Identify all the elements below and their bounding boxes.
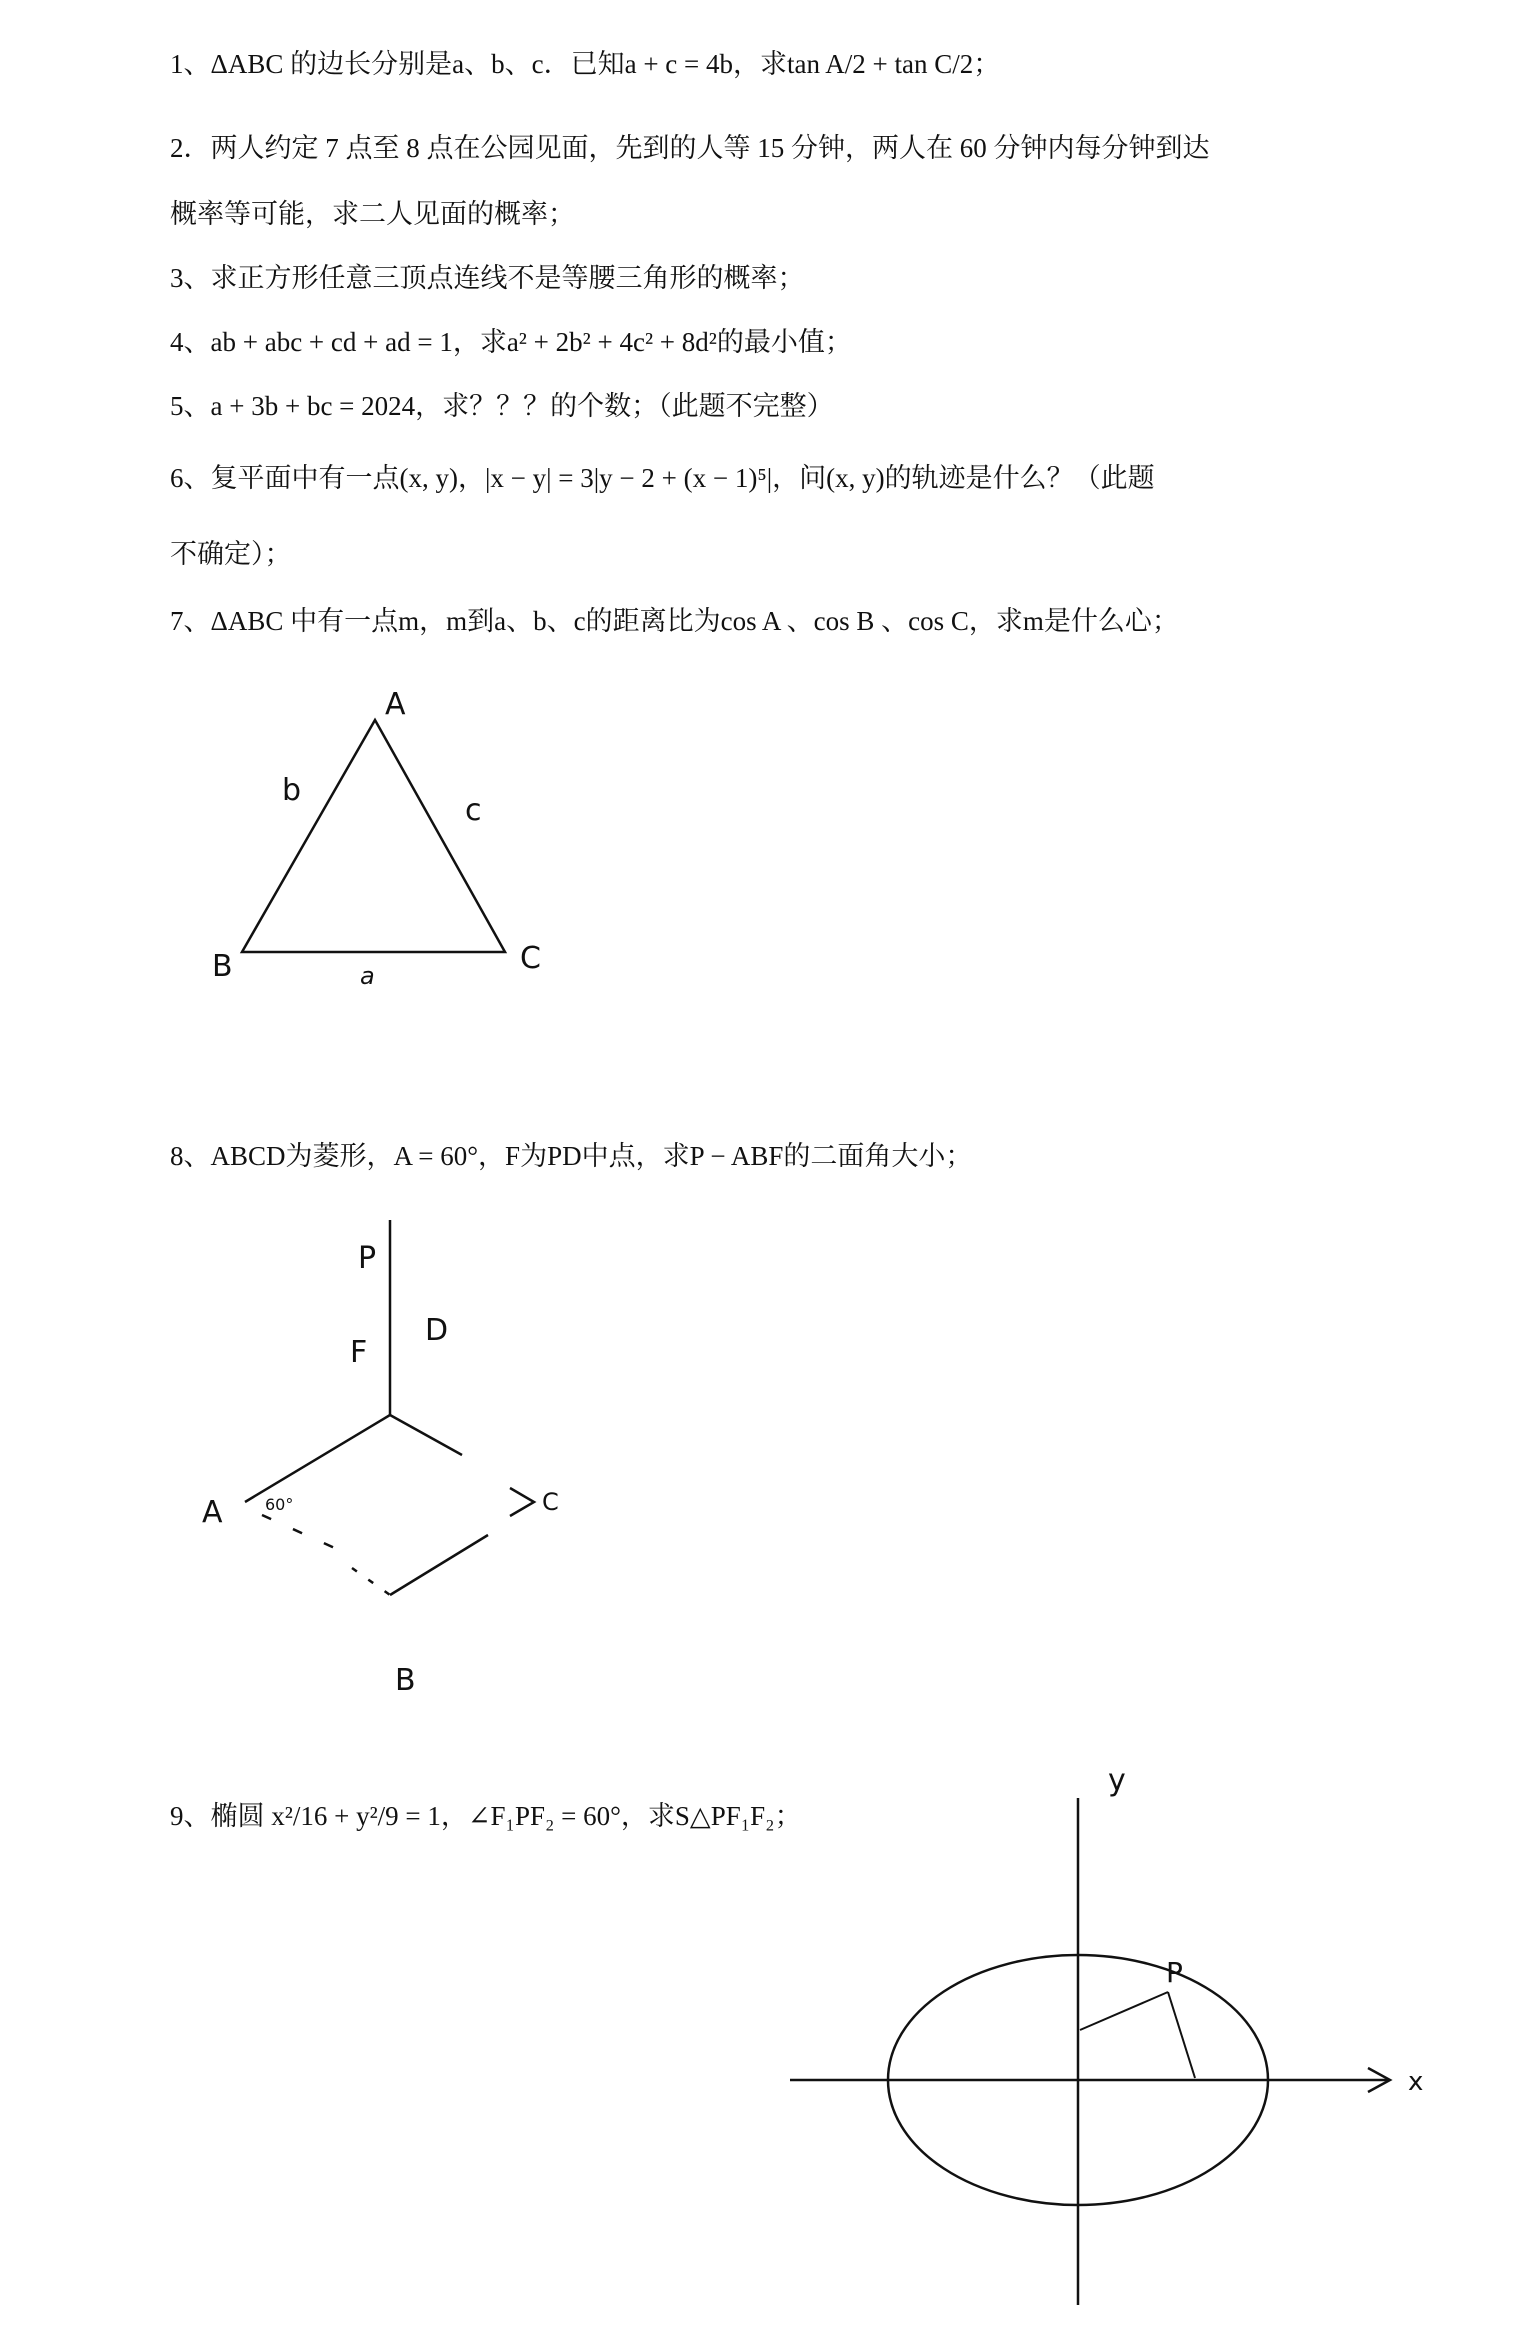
triangle-side-b-label: b bbox=[282, 773, 302, 808]
question-9: 9、椭圆 x²/16 + y²/9 = 1，∠F₁PF₂ = 60°，求S△PF₁F₂； bbox=[170, 1801, 802, 1831]
question-2-line-2: 概率等可能，求二人见面的概率； bbox=[170, 199, 575, 229]
edge-ab-lower bbox=[352, 1568, 390, 1595]
question-4: 4、ab + abc + cd + ad = 1，求a² + 2b² + 4c² + 8d²的最小值； bbox=[170, 327, 852, 357]
edge-ab-dashed bbox=[262, 1515, 350, 1555]
triangle-label-a-vertex: A bbox=[385, 687, 406, 722]
vertex-c-mark bbox=[510, 1488, 534, 1516]
rhombus-angle-label: 60° bbox=[265, 1495, 294, 1514]
rhombus-label-f: F bbox=[350, 1335, 368, 1370]
question-1: 1、ΔABC 的边长分别是a、b、c．已知a + c = 4b，求tan A/2 + tan C/2； bbox=[170, 49, 1001, 79]
rhombus-label-c: C bbox=[542, 1488, 559, 1516]
segment-pf1 bbox=[1080, 1992, 1168, 2030]
edge-dc bbox=[390, 1415, 462, 1455]
question-3: 3、求正方形任意三顶点连线不是等腰三角形的概率； bbox=[170, 263, 805, 293]
triangle-label-b-vertex: B bbox=[212, 949, 233, 984]
question-6-line-2: 不确定）； bbox=[170, 539, 292, 569]
triangle-side-a-label: a bbox=[360, 962, 375, 990]
ellipse-figure bbox=[790, 1760, 1450, 2320]
segment-pf2 bbox=[1168, 1992, 1195, 2078]
edge-bc bbox=[390, 1535, 488, 1595]
triangle-outline bbox=[242, 720, 505, 952]
rhombus-label-b: B bbox=[395, 1663, 416, 1698]
triangle-figure bbox=[200, 670, 580, 1030]
triangle-side-c-label: c bbox=[465, 793, 482, 828]
rhombus-label-a: A bbox=[202, 1495, 223, 1530]
question-8: 8、ABCD为菱形，A = 60°，F为PD中点，求P − ABF的二面角大小； bbox=[170, 1141, 973, 1171]
edge-ad bbox=[245, 1415, 390, 1502]
question-5: 5、a + 3b + bc = 2024，求？？？的个数；（此题不完整） bbox=[170, 391, 834, 421]
question-6-line-1: 6、复平面中有一点(x, y)，|x − y| = 3|y − 2 + (x − 1)⁵|，问(x, y)的轨迹是什么？（此题 bbox=[170, 463, 1155, 493]
x-axis-label: x bbox=[1408, 2067, 1424, 2097]
rhombus-label-d: D bbox=[425, 1313, 449, 1348]
y-axis-label: y bbox=[1108, 1763, 1126, 1798]
rhombus-label-p: P bbox=[358, 1241, 377, 1276]
question-2-line-1: 2．两人约定 7 点至 8 点在公园见面，先到的人等 15 分钟，两人在 60 分钟内每分钟到达 bbox=[170, 133, 1210, 163]
point-p-label: P bbox=[1166, 1956, 1183, 1989]
rhombus-figure bbox=[190, 1210, 590, 1710]
triangle-label-c-vertex: C bbox=[520, 941, 541, 976]
question-7: 7、ΔABC 中有一点m，m到a、b、c的距离比为cos A 、cos B 、cos C，求m是什么心； bbox=[170, 606, 1179, 636]
